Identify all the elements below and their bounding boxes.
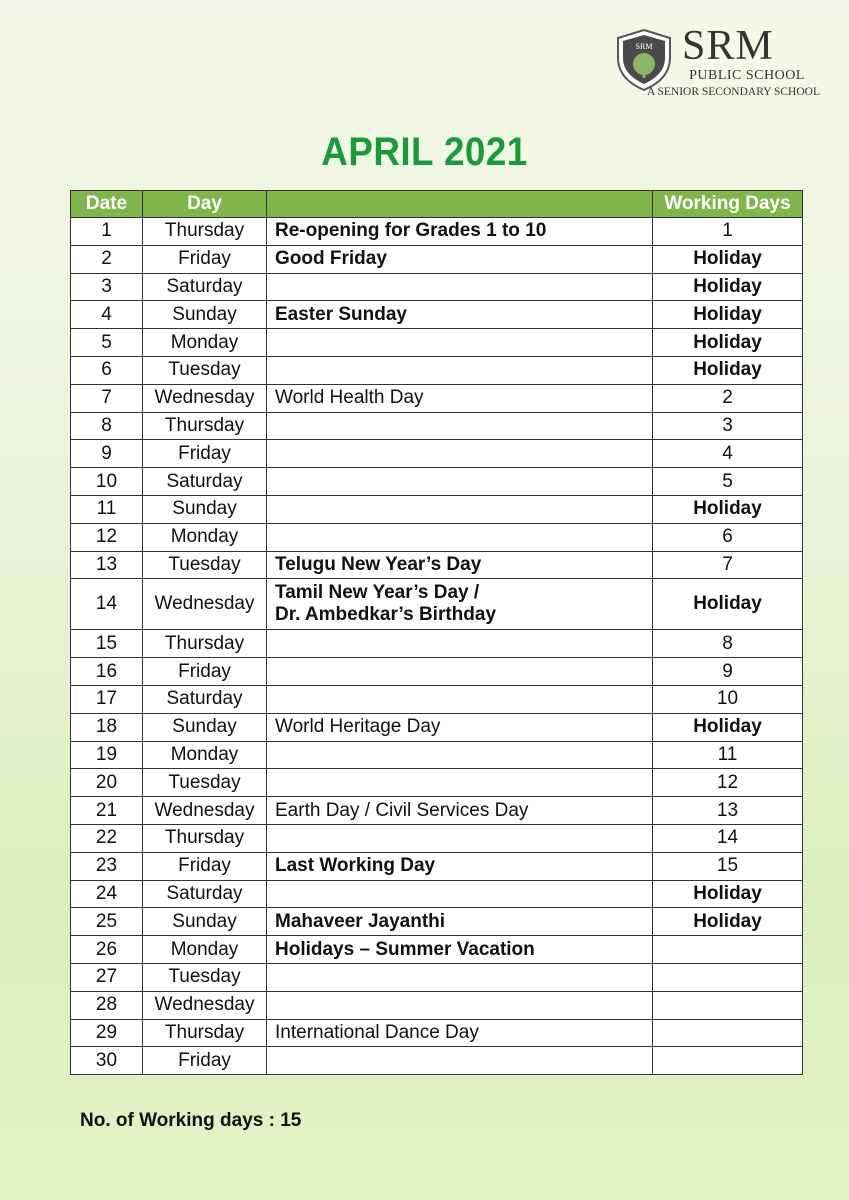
cell-event [267,741,653,769]
event-text: Earth Day / Civil Services Day [275,799,529,821]
table-row [71,685,803,713]
cell-event [267,852,653,880]
cell-event [267,384,653,412]
cell-working-days: Holiday [653,713,803,741]
cell-working-days: 7 [653,551,803,579]
cell-working-days: 3 [653,412,803,440]
table-row [71,551,803,579]
cell-working-days [653,936,803,964]
cell-event [267,273,653,301]
table-row [71,630,803,658]
cell-date: 20 [71,769,143,797]
cell-event [267,658,653,686]
cell-working-days: 9 [653,658,803,686]
cell-day: Tuesday [143,963,267,991]
cell-working-days: Holiday [653,301,803,329]
calendar-table [70,190,803,1075]
cell-date: 26 [71,936,143,964]
cell-day: Thursday [143,218,267,246]
cell-working-days: Holiday [653,880,803,908]
cell-date: 9 [71,440,143,468]
cell-event [267,797,653,825]
table-row [71,658,803,686]
cell-day: Monday [143,523,267,551]
cell-day: Friday [143,658,267,686]
cell-day: Friday [143,1047,267,1075]
cell-event [267,495,653,523]
cell-working-days: 15 [653,852,803,880]
table-row [71,880,803,908]
school-crest-icon [612,28,676,92]
cell-date: 22 [71,824,143,852]
cell-day: Thursday [143,412,267,440]
table-row [71,384,803,412]
cell-date: 16 [71,658,143,686]
table-row [71,769,803,797]
cell-working-days [653,1019,803,1047]
header-working-days: Working Days [653,191,803,218]
cell-working-days: Holiday [653,356,803,384]
cell-day: Wednesday [143,797,267,825]
cell-event [267,329,653,357]
table-row [71,301,803,329]
event-text: Holidays – Summer Vacation [275,938,535,960]
cell-working-days: 8 [653,630,803,658]
header-day: Day [143,191,267,218]
school-name: SRM [682,23,774,69]
cell-date: 3 [71,273,143,301]
cell-event [267,1019,653,1047]
cell-day: Sunday [143,908,267,936]
event-text: Last Working Day [275,855,436,877]
table-row [71,852,803,880]
page-title: APRIL 2021 [321,130,528,174]
cell-date: 24 [71,880,143,908]
event-text: Mahaveer Jayanthi [275,910,446,932]
cell-working-days: 1 [653,218,803,246]
cell-day: Tuesday [143,356,267,384]
cell-day: Sunday [143,495,267,523]
table-row [71,908,803,936]
table-row [71,273,803,301]
header-event [267,191,653,218]
cell-day: Saturday [143,468,267,496]
table-row [71,579,803,630]
cell-day: Monday [143,741,267,769]
cell-day: Tuesday [143,769,267,797]
cell-date: 17 [71,685,143,713]
cell-event [267,551,653,579]
table-row [71,218,803,246]
cell-event [267,440,653,468]
cell-date: 1 [71,218,143,246]
cell-working-days: Holiday [653,579,803,630]
working-days-summary: No. of Working days : 15 [80,1110,302,1131]
cell-working-days: 11 [653,741,803,769]
cell-working-days: 10 [653,685,803,713]
cell-working-days: 4 [653,440,803,468]
cell-event [267,579,653,630]
event-text: Re-opening for Grades 1 to 10 [275,220,547,242]
cell-day: Thursday [143,824,267,852]
cell-event [267,880,653,908]
cell-event [267,356,653,384]
cell-date: 2 [71,245,143,273]
cell-day: Sunday [143,301,267,329]
cell-working-days: 12 [653,769,803,797]
school-tagline: A SENIOR SECONDARY SCHOOL [646,86,820,98]
cell-working-days [653,991,803,1019]
cell-working-days: Holiday [653,329,803,357]
cell-working-days [653,1047,803,1075]
table-row [71,963,803,991]
cell-day: Saturday [143,880,267,908]
cell-event [267,301,653,329]
table-row [71,936,803,964]
cell-working-days: 14 [653,824,803,852]
cell-date: 14 [71,579,143,630]
event-text: International Dance Day [275,1021,479,1043]
table-row [71,1019,803,1047]
cell-event [267,245,653,273]
table-row [71,741,803,769]
table-row [71,440,803,468]
cell-date: 28 [71,991,143,1019]
cell-date: 10 [71,468,143,496]
event-text: Good Friday [275,248,387,270]
table-row [71,1047,803,1075]
cell-date: 25 [71,908,143,936]
cell-date: 15 [71,630,143,658]
cell-date: 18 [71,713,143,741]
cell-working-days: Holiday [653,908,803,936]
cell-event [267,412,653,440]
table-body [71,218,803,1075]
cell-day: Tuesday [143,551,267,579]
table-row [71,991,803,1019]
cell-day: Friday [143,245,267,273]
cell-date: 11 [71,495,143,523]
cell-event [267,963,653,991]
cell-date: 5 [71,329,143,357]
cell-working-days: Holiday [653,273,803,301]
cell-date: 29 [71,1019,143,1047]
cell-day: Saturday [143,685,267,713]
cell-event [267,824,653,852]
cell-day: Monday [143,936,267,964]
svg-text:SRM: SRM [635,42,653,51]
cell-day: Friday [143,852,267,880]
cell-working-days [653,963,803,991]
table-row [71,797,803,825]
cell-date: 23 [71,852,143,880]
cell-event [267,936,653,964]
table-row [71,245,803,273]
cell-date: 8 [71,412,143,440]
table-row [71,412,803,440]
event-text: World Health Day [275,387,424,409]
cell-event [267,630,653,658]
cell-event [267,523,653,551]
cell-working-days: Holiday [653,245,803,273]
cell-event [267,769,653,797]
cell-date: 7 [71,384,143,412]
cell-event [267,991,653,1019]
cell-day: Friday [143,440,267,468]
cell-date: 27 [71,963,143,991]
cell-date: 30 [71,1047,143,1075]
table-row [71,329,803,357]
cell-day: Thursday [143,1019,267,1047]
table-row [71,468,803,496]
table-header-row [71,191,803,218]
cell-working-days: 6 [653,523,803,551]
event-text-line2: Dr. Ambedkar’s Birthday [275,604,497,626]
cell-event [267,218,653,246]
event-text: Easter Sunday [275,303,407,325]
table-row [71,495,803,523]
cell-event [267,468,653,496]
cell-event [267,1047,653,1075]
cell-day: Wednesday [143,384,267,412]
cell-day: Sunday [143,713,267,741]
event-text: World Heritage Day [275,716,441,738]
cell-working-days: 13 [653,797,803,825]
event-text: Telugu New Year’s Day [275,553,482,575]
cell-date: 13 [71,551,143,579]
table-row [71,713,803,741]
cell-working-days: 2 [653,384,803,412]
cell-date: 21 [71,797,143,825]
cell-date: 6 [71,356,143,384]
cell-event [267,908,653,936]
header-date: Date [71,191,143,218]
cell-day: Monday [143,329,267,357]
cell-working-days: Holiday [653,495,803,523]
table-row [71,523,803,551]
cell-date: 19 [71,741,143,769]
event-text: Tamil New Year’s Day / [275,582,480,604]
school-subtitle: PUBLIC SCHOOL [689,68,805,83]
school-logo [612,23,820,104]
cell-working-days: 5 [653,468,803,496]
cell-event [267,685,653,713]
table-row [71,356,803,384]
cell-date: 12 [71,523,143,551]
cell-date: 4 [71,301,143,329]
cell-day: Wednesday [143,991,267,1019]
cell-day: Saturday [143,273,267,301]
cell-day: Thursday [143,630,267,658]
cell-day: Wednesday [143,579,267,630]
cell-event [267,713,653,741]
table-row [71,824,803,852]
